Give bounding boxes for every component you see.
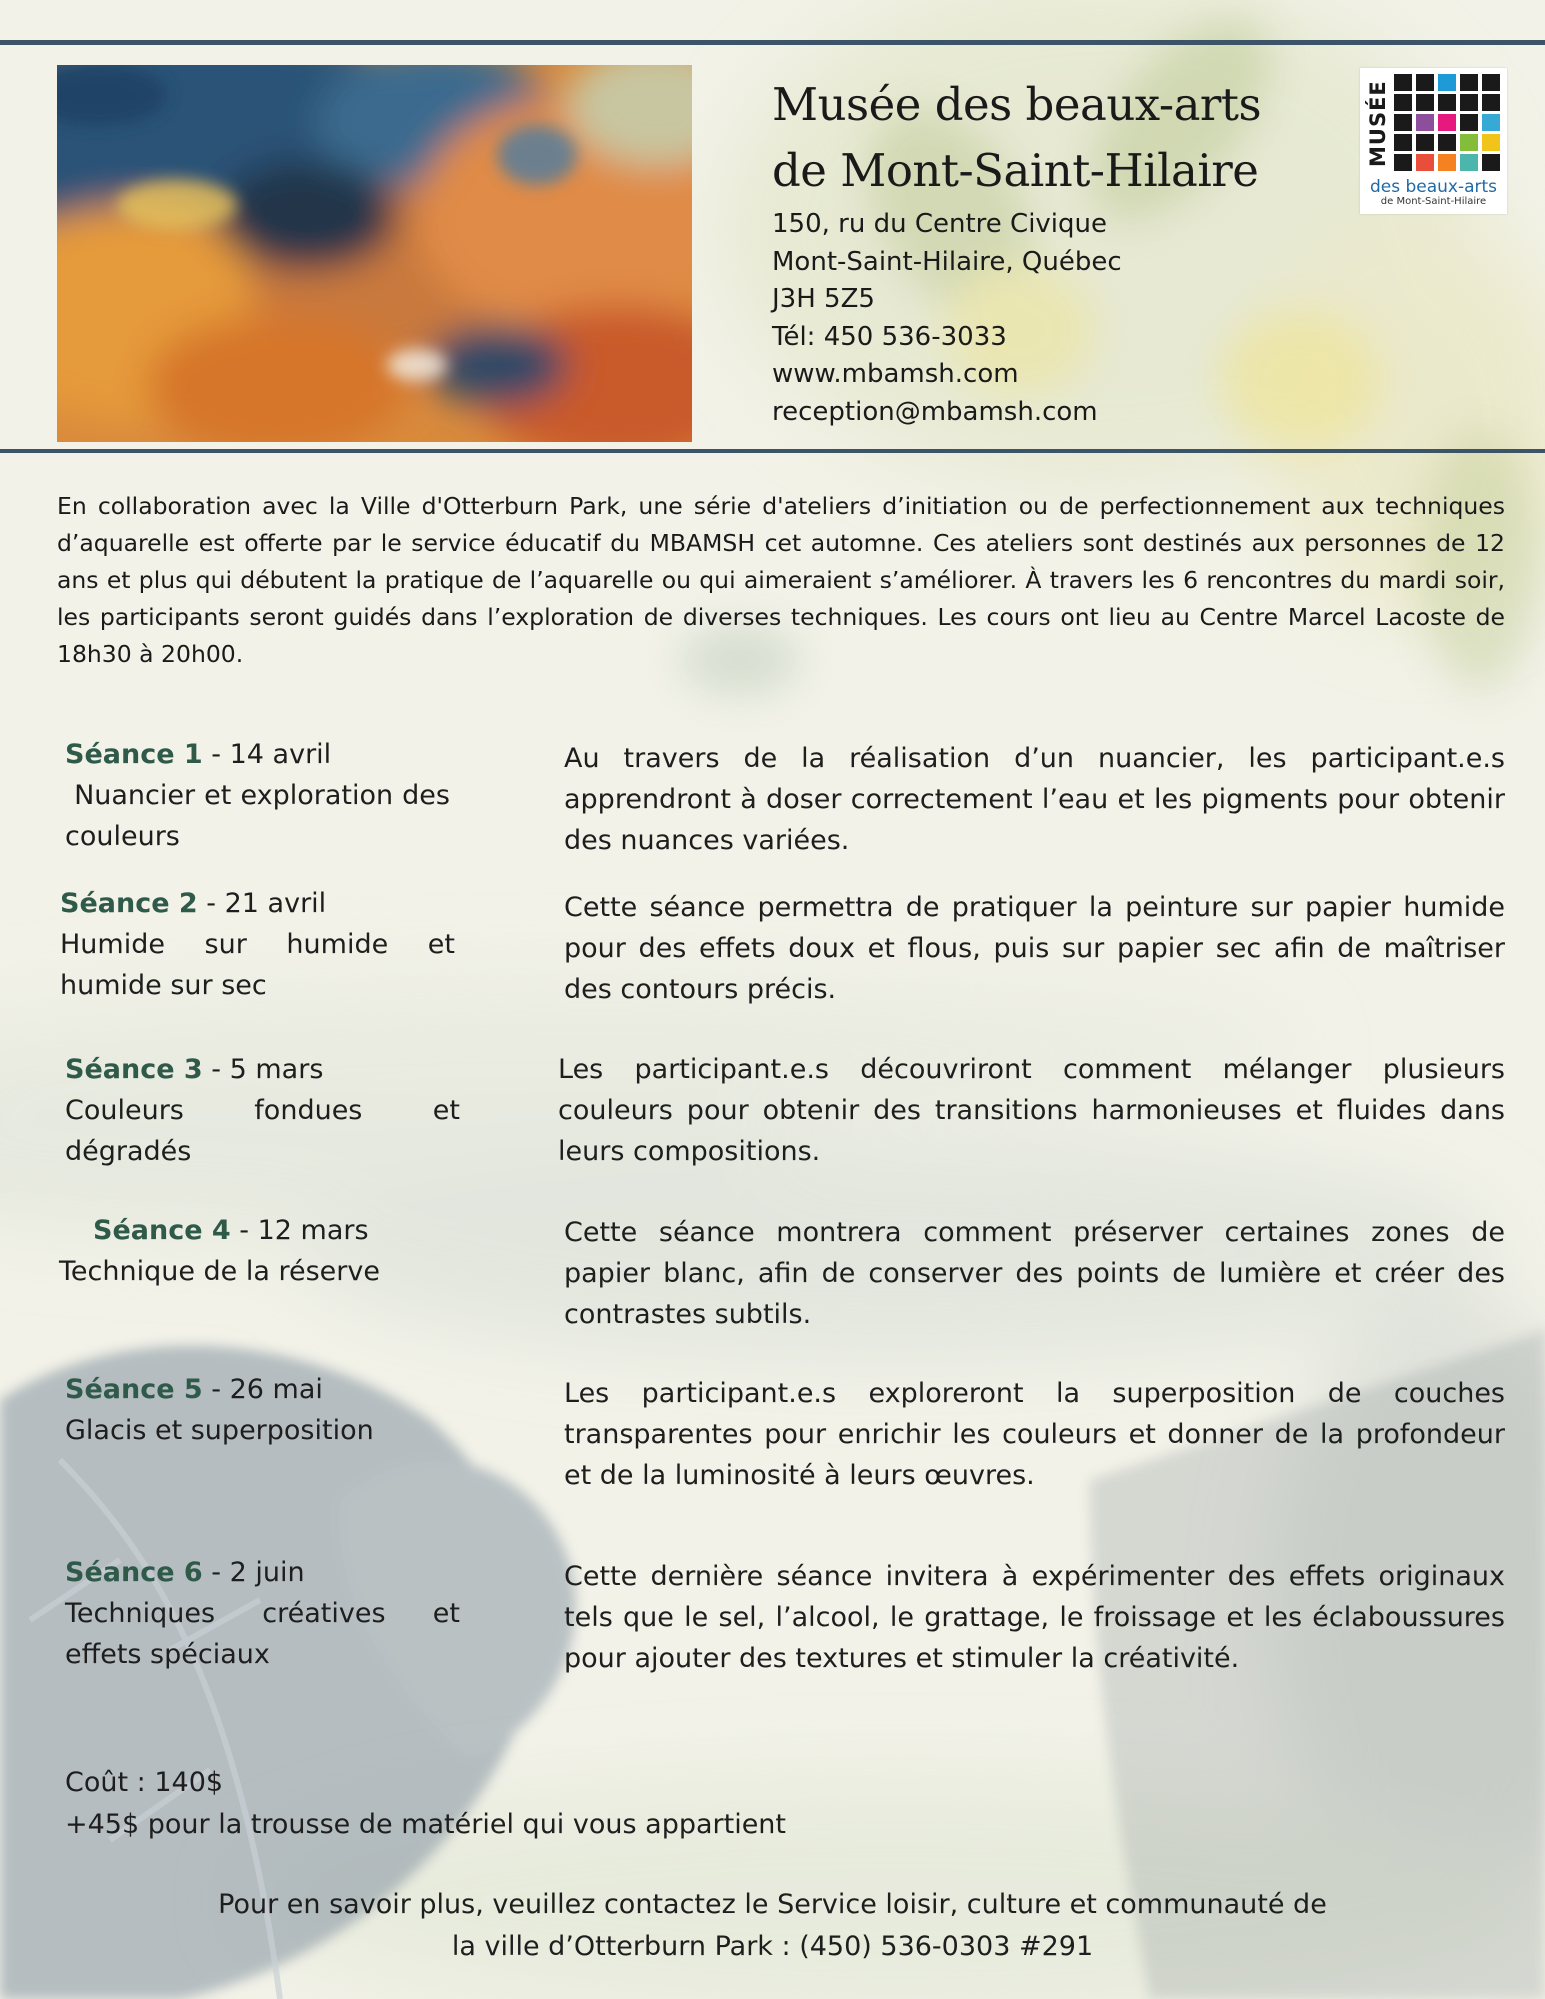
session-1-date: - 14 avril	[202, 739, 332, 770]
session-1-heading	[65, 734, 331, 775]
session-1-title: Nuancier et exploration des couleurs	[65, 780, 459, 852]
contact-block	[772, 206, 1122, 431]
logo-grid-cell	[1438, 134, 1456, 151]
logo-grid-cell	[1482, 134, 1500, 151]
session-4-description: Cette séance montrera comment préserver certaines zones de papier blanc, afin de conserver des points de lumière et créer des contrastes subtils.	[564, 1217, 1505, 1330]
logo-grid-cell	[1460, 114, 1478, 131]
cost-kit: +45$ pour la trousse de matériel qui vous appartient	[65, 1809, 787, 1840]
logo-grid-cell	[1416, 134, 1434, 151]
logo-grid-cell	[1460, 134, 1478, 151]
cost-price: Coût : 140$	[65, 1767, 224, 1798]
museum-name	[772, 72, 1292, 204]
logo-grid-cell	[1482, 114, 1500, 131]
session-2-label: Séance 2	[60, 888, 198, 919]
logo-grid-cell	[1438, 114, 1456, 131]
postal-code: J3H 5Z5	[772, 284, 875, 314]
session-3-description: Les participant.e.s découvriront comment mélanger plusieurs couleurs pour obtenir des transitions harmonieuses et fluides dans leurs compositions.	[558, 1054, 1505, 1167]
email-link[interactable]: reception@mbamsh.com	[772, 396, 1098, 427]
top-divider	[0, 40, 1545, 45]
logo-line2: de Mont-Saint-Hilaire	[1380, 196, 1487, 207]
website-link[interactable]: www.mbamsh.com	[772, 359, 1019, 389]
session-3-date: - 5 mars	[202, 1054, 324, 1085]
session-3-title: Couleurs fondues et dégradés	[65, 1095, 460, 1167]
logo-grid-cell	[1416, 114, 1434, 131]
session-6-title: Techniques créatives et effets spéciaux	[65, 1598, 460, 1670]
session-1-label: Séance 1	[65, 739, 203, 770]
session-4-heading	[93, 1210, 369, 1251]
logo-grid-cell	[1394, 94, 1412, 111]
session-2-title: Humide sur humide et humide sur sec	[60, 929, 455, 1001]
address-line1: 150, ru du Centre Civique	[772, 209, 1108, 239]
museum-logo	[1360, 68, 1507, 214]
session-6-description: Cette dernière séance invitera à expérimenter des effets originaux tels que le sel, l’alcool, le grattage, le froissage et les éclaboussures pour ajouter des textures et stimuler la créativité.	[564, 1561, 1505, 1674]
logo-grid-cell	[1394, 134, 1412, 151]
session-3-heading	[65, 1049, 323, 1090]
watercolor-painting-image	[57, 65, 692, 442]
footer-line1: Pour en savoir plus, veuillez contactez le Service loisir, culture et communauté de	[218, 1889, 1327, 1920]
logo-grid-cell	[1482, 94, 1500, 111]
logo-grid-cell	[1482, 74, 1500, 91]
session-2-heading	[60, 883, 326, 924]
logo-grid-cell	[1460, 94, 1478, 111]
logo-grid-cell	[1482, 154, 1500, 171]
session-5-description: Les participant.e.s exploreront la superposition de couches transparentes pour enrichir les couleurs et donner de la profondeur et de la luminosité à leurs œuvres.	[564, 1378, 1505, 1491]
session-5-title: Glacis et superposition	[65, 1415, 374, 1446]
logo-grid-cell	[1416, 74, 1434, 91]
session-5-date: - 26 mai	[202, 1374, 323, 1405]
footer-contact	[0, 1884, 1545, 1968]
logo-line1: des beaux-arts	[1369, 177, 1498, 197]
footer-line2: la ville d’Otterburn Park : (450) 536-0303 #291	[451, 1931, 1094, 1962]
session-6-heading	[65, 1552, 305, 1593]
address-line2: Mont-Saint-Hilaire, Québec	[772, 246, 1122, 277]
session-3-label: Séance 3	[65, 1054, 203, 1085]
logo-grid-cell	[1460, 154, 1478, 171]
logo-grid-cell	[1438, 74, 1456, 91]
museum-name-line1: Musée des beaux-arts	[772, 78, 1262, 131]
session-5-label: Séance 5	[65, 1374, 203, 1405]
session-4-date: - 12 mars	[230, 1215, 369, 1246]
logo-word: MUSÉE	[1366, 80, 1390, 168]
logo-grid-cell	[1438, 94, 1456, 111]
phone: Tél: 450 536-3033	[772, 321, 1007, 352]
session-6-date: - 2 juin	[202, 1557, 305, 1588]
museum-name-line2: de Mont-Saint-Hilaire	[772, 144, 1259, 197]
intro-paragraph: En collaboration avec la Ville d'Otterburn Park, une série d'ateliers d’initiation ou de perfectionnement aux techniques d’aquarelle est offerte par le service éducatif du MBAMSH cet automne. Ces ateliers sont destinés aux personnes de 12 ans et plus qui débutent la pratique de l’aquarelle ou qui aimeraient s’améliorer. À travers les 6 rencontres du mardi soir, les participants seront guidés dans l’exploration de diverses techniques. Les cours ont lieu au Centre Marcel Lacoste de 18h30 à 20h00.	[57, 492, 1505, 668]
logo-grid-cell	[1416, 94, 1434, 111]
session-1-description: Au travers de la réalisation d’un nuancier, les participant.e.s apprendront à doser correctement l’eau et les pigments pour obtenir des nuances variées.	[564, 743, 1505, 856]
session-4-title: Technique de la réserve	[59, 1256, 380, 1287]
logo-grid-cell	[1438, 154, 1456, 171]
logo-grid-cell	[1394, 154, 1412, 171]
logo-grid-cell	[1394, 74, 1412, 91]
session-5-heading	[65, 1369, 323, 1410]
session-6-label: Séance 6	[65, 1557, 203, 1588]
logo-grid-cell	[1460, 74, 1478, 91]
session-2-description: Cette séance permettra de pratiquer la peinture sur papier humide pour des effets doux et flous, puis sur papier sec afin de maîtriser des contours précis.	[564, 892, 1505, 1005]
logo-grid-cell	[1416, 154, 1434, 171]
session-2-date: - 21 avril	[197, 888, 327, 919]
session-4-label: Séance 4	[93, 1215, 231, 1246]
logo-color-grid	[1394, 74, 1500, 176]
cost-block	[65, 1762, 786, 1846]
section-divider	[0, 449, 1545, 453]
logo-grid-cell	[1394, 114, 1412, 131]
